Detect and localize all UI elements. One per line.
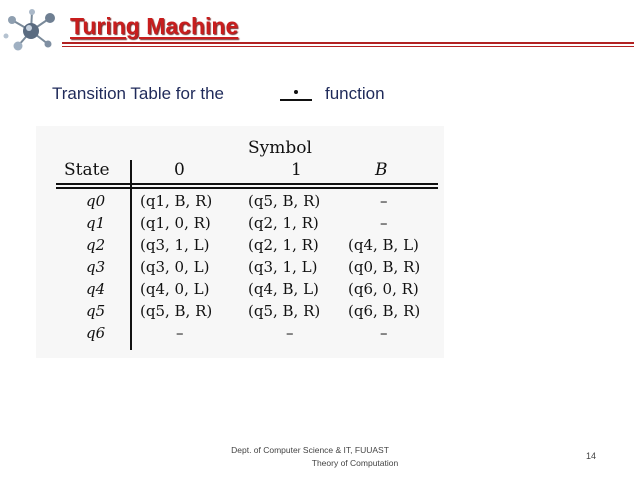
- table-row: [36, 236, 444, 255]
- footer-department: Dept. of Computer Science & IT, FUUAST: [231, 445, 389, 455]
- state-cell: q5: [86, 302, 106, 320]
- cell-0: (q5, B, R): [140, 302, 213, 320]
- column-header-0: 0: [174, 160, 185, 180]
- table-row: [36, 258, 444, 277]
- cell-1: (q2, 1, R): [248, 236, 319, 254]
- cell-b: –: [380, 192, 388, 210]
- cell-0: (q3, 0, L): [140, 258, 210, 276]
- cell-b: (q6, B, R): [348, 302, 421, 320]
- table-row: [36, 280, 444, 299]
- table-row: [36, 324, 444, 343]
- cell-0: –: [176, 324, 184, 342]
- state-cell: q3: [86, 258, 106, 276]
- footer-course: Theory of Computation: [311, 458, 399, 468]
- cell-b: –: [380, 324, 388, 342]
- cell-1: (q3, 1, L): [248, 258, 318, 276]
- column-header-b: B: [375, 160, 388, 180]
- table-row: [36, 214, 444, 233]
- cell-1: –: [286, 324, 294, 342]
- table-row: [36, 302, 444, 321]
- transition-table: [36, 126, 444, 358]
- column-header-state: State: [64, 160, 110, 180]
- slide-title: Turing Machine: [70, 13, 239, 39]
- state-column-divider: [130, 160, 132, 350]
- cell-1: (q2, 1, R): [248, 214, 319, 232]
- footer: [200, 444, 420, 470]
- cell-b: (q4, B, L): [348, 236, 419, 254]
- monus-symbol-icon: [278, 87, 314, 107]
- state-cell: q4: [86, 280, 106, 298]
- title-underline-thin: [62, 46, 634, 47]
- cell-b: (q0, B, R): [348, 258, 421, 276]
- cell-b: –: [380, 214, 388, 232]
- title-underline-thick: [62, 42, 634, 44]
- cell-1: (q5, B, R): [248, 192, 321, 210]
- table-row: [36, 192, 444, 211]
- molecule-logo-icon: [2, 6, 60, 56]
- state-cell: q1: [86, 214, 106, 232]
- subtitle: [52, 84, 385, 104]
- cell-0: (q4, 0, L): [140, 280, 210, 298]
- column-header-1: 1: [291, 160, 302, 180]
- state-cell: q2: [86, 236, 106, 254]
- subtitle-right: function: [325, 84, 385, 103]
- subtitle-left: Transition Table for the: [52, 84, 224, 103]
- symbol-group-header: Symbol: [248, 138, 312, 158]
- header-rule-bottom: [56, 187, 438, 189]
- cell-b: (q6, 0, R): [348, 280, 419, 298]
- cell-0: (q3, 1, L): [140, 236, 210, 254]
- page-number: 14: [586, 451, 597, 461]
- state-cell: q0: [86, 192, 106, 210]
- state-cell: q6: [86, 324, 106, 342]
- cell-1: (q4, B, L): [248, 280, 319, 298]
- cell-1: (q5, B, R): [248, 302, 321, 320]
- cell-0: (q1, B, R): [140, 192, 213, 210]
- header-rule-top: [56, 183, 438, 185]
- cell-0: (q1, 0, R): [140, 214, 211, 232]
- transition-table-body: [36, 126, 444, 358]
